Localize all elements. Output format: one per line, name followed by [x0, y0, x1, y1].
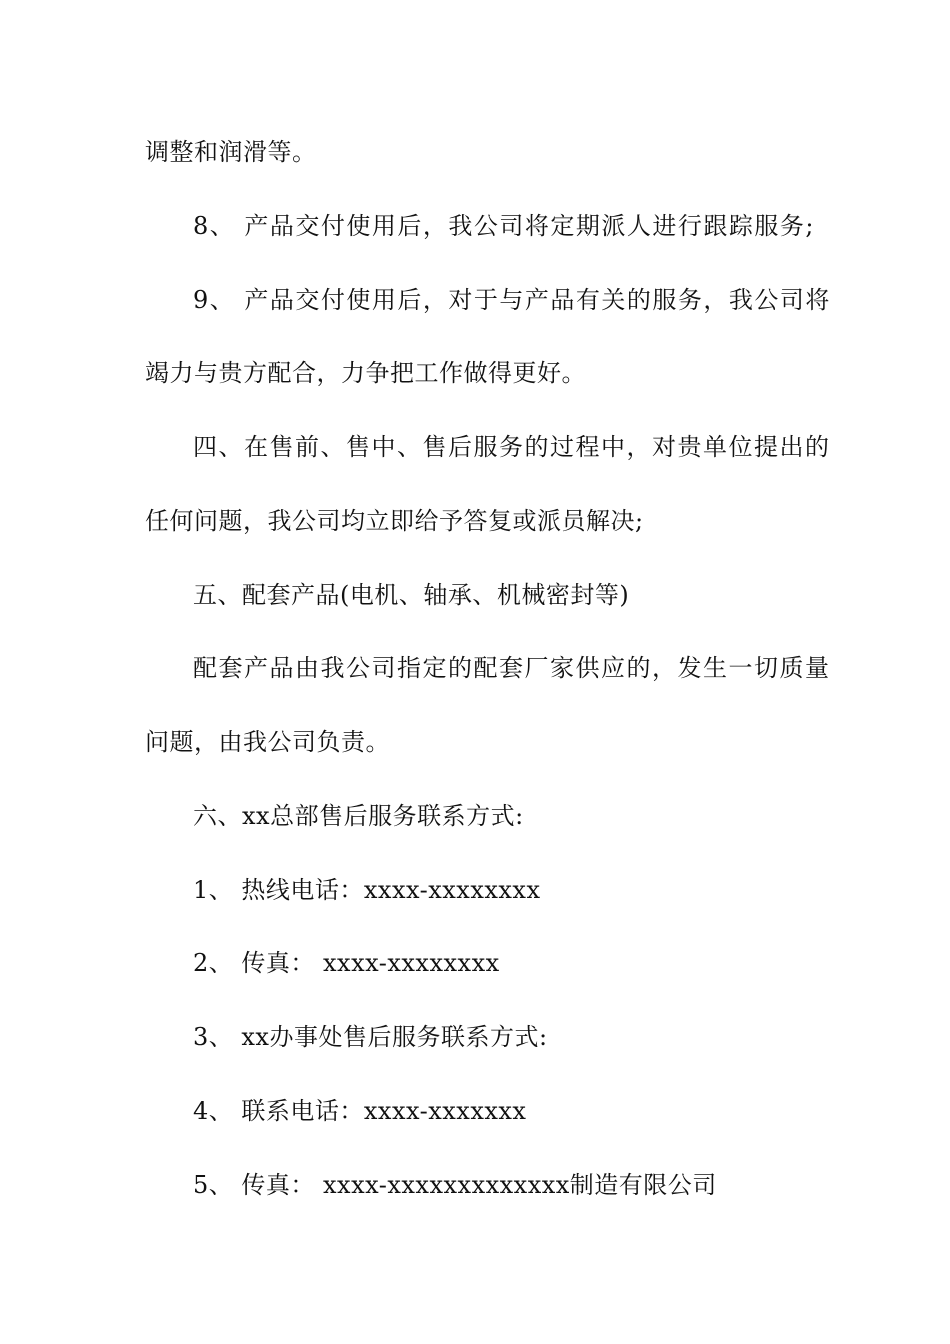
text-line-1: 调整和润滑等。	[145, 138, 317, 166]
text-line-10: 六、xx总部售后服务联系方式:	[193, 802, 524, 830]
text-line-7: 五、配套产品(电机、轴承、机械密封等)	[193, 581, 630, 609]
text-line-5: 四、在售前、售中、售后服务的过程中，对贵单位提出的	[193, 433, 831, 461]
text-line-9: 问题，由我公司负责。	[145, 728, 390, 756]
text-line-12: 2、 传真： xxxx-xxxxxxxx	[193, 949, 500, 977]
text-line-6: 任何问题，我公司均立即给予答复或派员解决;	[145, 507, 644, 535]
text-line-4: 竭力与贵方配合，力争把工作做得更好。	[145, 359, 586, 387]
text-line-15: 5、 传真： xxxx-xxxxxxxxxxxxx制造有限公司	[193, 1171, 717, 1199]
text-line-11: 1、 热线电话：xxxx-xxxxxxxx	[193, 876, 541, 904]
text-line-2: 8、 产品交付使用后，我公司将定期派人进行跟踪服务;	[193, 212, 815, 240]
text-line-3: 9、 产品交付使用后，对于与产品有关的服务，我公司将	[193, 286, 831, 314]
text-line-13: 3、 xx办事处售后服务联系方式:	[193, 1023, 548, 1051]
text-line-14: 4、 联系电话：xxxx-xxxxxxx	[193, 1097, 527, 1125]
text-line-8: 配套产品由我公司指定的配套厂家供应的，发生一切质量	[193, 654, 831, 682]
